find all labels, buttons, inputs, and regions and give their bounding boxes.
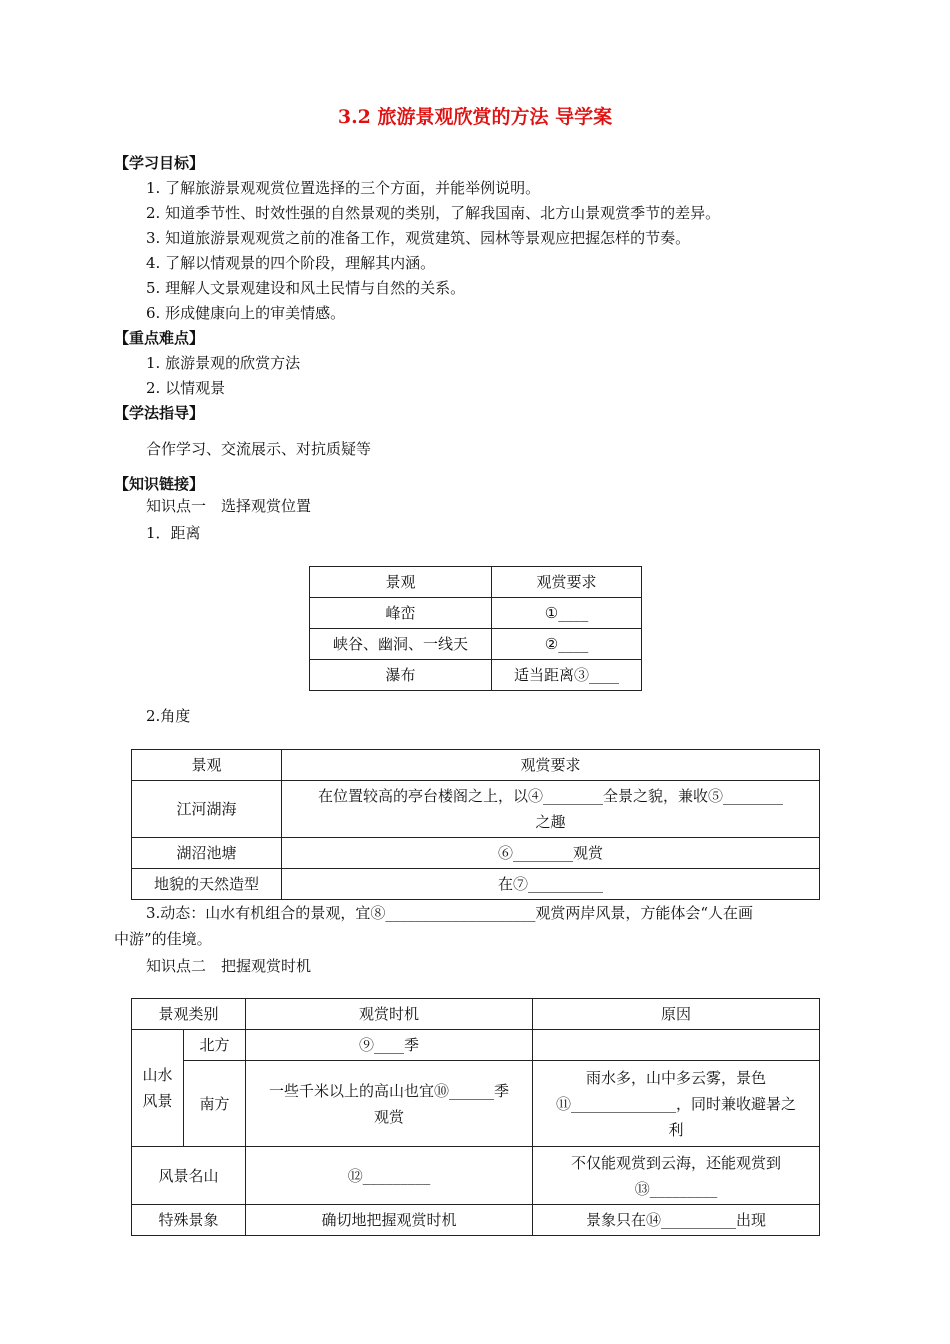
distance-label: 1．距离 [146,524,201,542]
table-cell [132,1030,184,1147]
distance-table [309,566,642,691]
table-cell: 峰峦 [310,598,492,629]
table-cell: ⑥________观赏 [282,838,820,869]
table-header-cell: 景观类别 [132,999,246,1030]
table-row [132,1030,820,1061]
method-text: 合作学习、交流展示、对抗质疑等 [146,440,372,458]
table-row [132,838,820,869]
objective-item: 2. 知道季节性、时效性强的自然景观的类别，了解我国南、北方山景观赏季节的差异。 [146,204,721,222]
timing-table [131,998,820,1236]
page-title: 3.2 旅游景观欣赏的方法 导学案 [337,106,613,128]
table-header-cell: 景观 [310,567,492,598]
table-cell [246,1061,533,1147]
table-row [310,567,642,598]
dynamic-text-cont: 中游”的佳境。 [114,930,212,948]
key-point-item: 2. 以情观景 [146,379,226,397]
reason-line: ⑪______________，同时兼收避暑之 [556,1094,797,1113]
table-cell: 适当距离③____ [492,660,642,691]
table-row [132,999,820,1030]
table-cell: 地貌的天然造型 [132,869,282,900]
objective-item: 1. 了解旅游景观观赏位置选择的三个方面，并能举例说明。 [146,179,541,197]
table-cell: ②____ [492,629,642,660]
objective-item: 4. 了解以情观景的四个阶段，理解其内涵。 [146,254,436,272]
table-cell: 瀑布 [310,660,492,691]
table-cell: 南方 [184,1061,246,1147]
objective-item: 3. 知道旅游景观观赏之前的准备工作，观赏建筑、园林等景观应把握怎样的节奏。 [146,229,691,247]
method-heading: 【学法指导】 [114,404,205,422]
reason-line: 雨水多，山中多云雾，景色 [586,1068,767,1087]
table-cell: 江河湖海 [132,781,282,838]
table-cell: 确切地把握观赏时机 [246,1205,533,1236]
table-header-cell: 观赏时机 [246,999,533,1030]
objective-item: 5. 理解人文景观建设和风土民情与自然的关系。 [146,279,466,297]
table-cell: ⑫_________ [246,1147,533,1205]
table-header-cell: 原因 [533,999,820,1030]
table-row [310,629,642,660]
table-header-cell: 观赏要求 [492,567,642,598]
objectives-heading: 【学习目标】 [114,154,205,172]
table-cell: ①____ [492,598,642,629]
table-cell: 峡谷、幽洞、一线天 [310,629,492,660]
reason-line: ⑬_________ [634,1179,718,1198]
knowledge-point-1: 知识点一 选择观赏位置 [146,497,312,515]
table-header-cell: 景观 [132,750,282,781]
angle-requirement-line: 在位置较高的亭台楼阁之上，以④________全景之貌，兼收⑤________ [317,787,783,805]
table-cell: 湖沼池塘 [132,838,282,869]
timing-line: 观赏 [374,1107,405,1126]
table-cell: 景象只在⑭__________出现 [533,1205,820,1236]
table-row [132,781,820,838]
mountain-label: 山水 [142,1066,173,1084]
angle-label: 2.角度 [146,707,191,725]
table-row [132,1205,820,1236]
table-cell [282,781,820,838]
table-row [132,1147,820,1205]
timing-line: 一些千米以上的高山也宜⑩______季 [269,1081,510,1100]
angle-table [131,749,820,900]
table-row [132,750,820,781]
key-point-item: 1. 旅游景观的欣赏方法 [146,354,301,372]
table-cell: 风景名山 [132,1147,246,1205]
dynamic-text: 3.动态：山水有机组合的景观，宜⑧____________________观赏两岸风景，方能体会“人在画 [146,904,753,922]
knowledge-heading: 【知识链接】 [114,475,205,493]
table-row [310,598,642,629]
reason-line: 不仅能观赏到云海，还能观赏到 [571,1153,782,1172]
objective-item: 6. 形成健康向上的审美情感。 [146,304,346,322]
table-cell [533,1061,820,1147]
table-cell [533,1147,820,1205]
table-row [132,869,820,900]
table-header-cell: 观赏要求 [282,750,820,781]
mountain-label: 风景 [142,1092,173,1110]
reason-line: 利 [668,1120,684,1139]
table-cell [533,1030,820,1061]
table-cell: 特殊景象 [132,1205,246,1236]
table-row [310,660,642,691]
table-cell: 在⑦__________ [282,869,820,900]
key-points-heading: 【重点难点】 [114,329,205,347]
knowledge-point-2: 知识点二 把握观赏时机 [146,957,312,975]
angle-requirement-line: 之趣 [535,813,566,831]
table-cell: ⑨____季 [246,1030,533,1061]
table-cell: 北方 [184,1030,246,1061]
table-row [132,1061,820,1147]
